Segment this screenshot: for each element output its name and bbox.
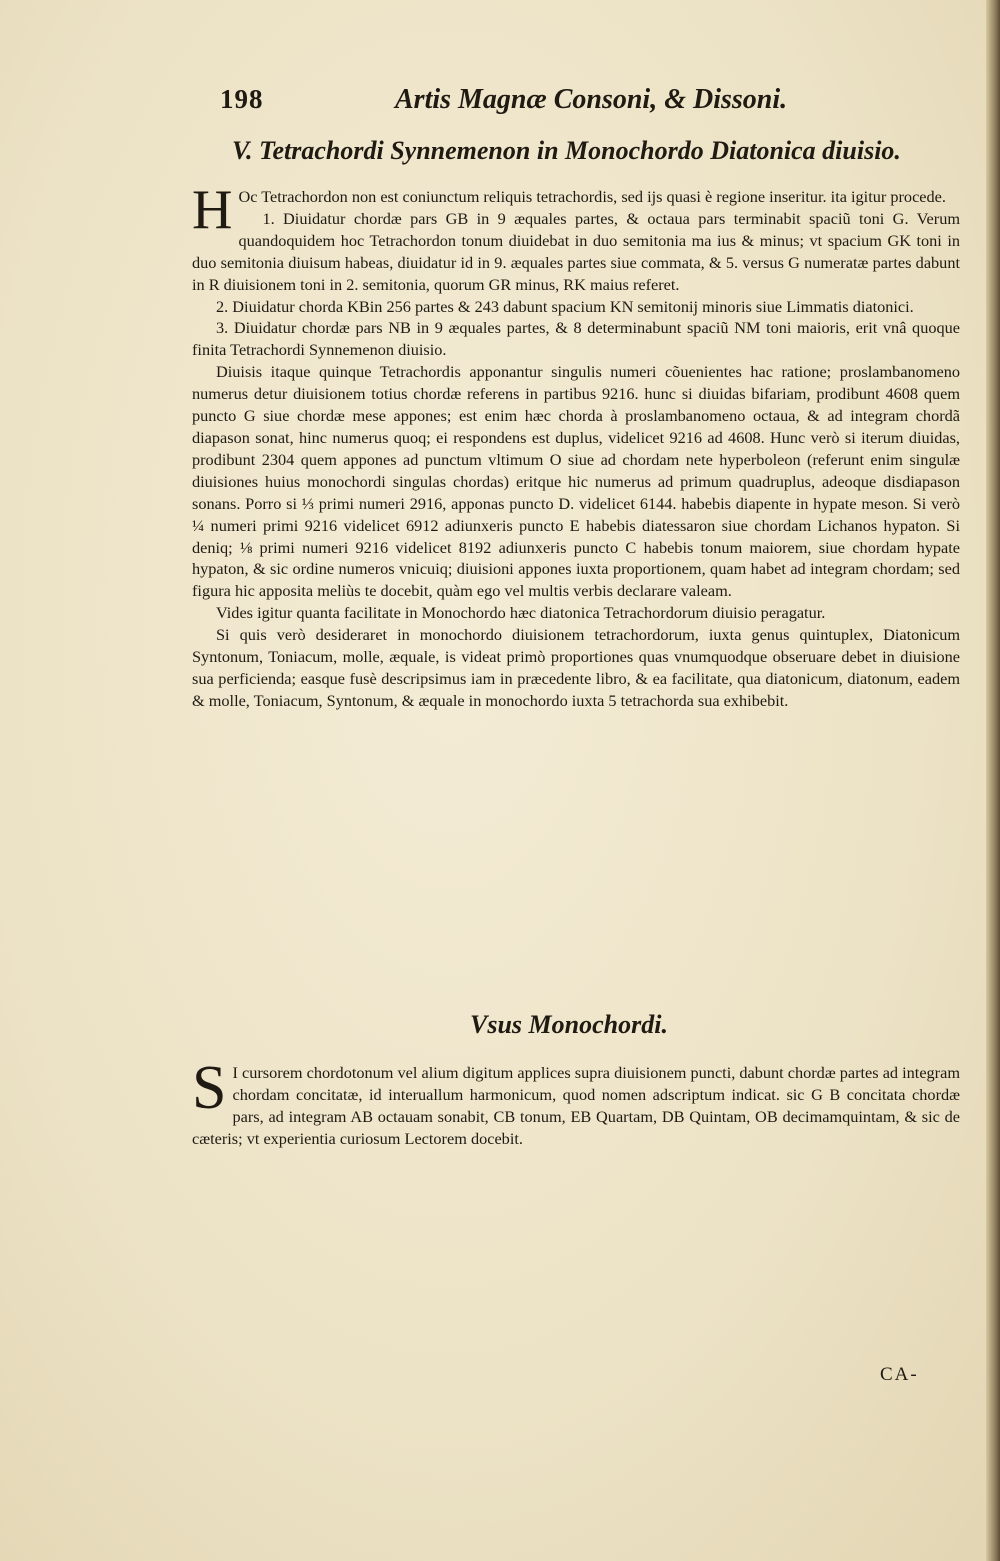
numbered-item-3: 3. Diuidatur chordæ pars NB in 9 æquales partes, & 8 determinabunt spaciũ NM toni maioris, erit vnâ quoque finita Tetrachordi Synnemenon diuisio.: [192, 318, 960, 360]
drop-cap-s: S: [192, 1054, 227, 1122]
drop-cap-h: H: [192, 179, 233, 241]
page-edge-shadow: [986, 0, 1000, 1561]
catchword: CA-: [880, 1364, 919, 1385]
paragraph-numeri: Diuisis itaque quinque Tetrachordis apponantur singulis numeri cõuenientes hac ratione; proslambanomeno numerus detur diuisionem totius chordæ referens in partibus 9216. hunc si diuidas bifariam, prodibunt 4608 quem puncto G siue chordæ mese appones; est enim hæc chorda à proslambanomeno octaua, & ad integram chordã diapason sonat, hinc numerus quoq; ei respondens est duplus, videlicet 9216 ad 4608. Hunc verò si iterum diuidas, prodibunt 2304 quem appones ad punctum vltimum O siue ad chordam nete hyperboleon (referunt enim singulæ diuisiones huius monochordi singulas chordas) eritque hic numerus ad primum quadruplus, adeoque disdiapason sonans. Porro si ⅓ primi numeri 2916, apponas puncto D. videlicet 6144. habebis diapente in hypate meson. Si verò ¼ numeri primi 9216 videlicet 6912 adiunxeris puncto E habebis diatessaron siue chordam Lichanos hypaton. Si deniq; ⅛ primi numeri 9216 videlicet 8192 adiunxeris puncto C habebis tonum maiorem, siue chordam hypate hypaton, & sic ordine numeros vnicuiq; diuisioni appones iuxta proportionem, quam habet ad integram chordam; sed figura hic apposita meliùs te docebit, quàm ego vel multis verbis declarare valeam.: [192, 362, 960, 601]
numbered-item-1: 1. Diuidatur chordæ pars GB in 9 æquales partes, & octaua pars terminabit spaciũ toni G. Verum quandoquidem hoc Tetrachordon tonum diuidebat in duo semitonia ma ius & minus; vt spacium GK toni in duo semitonia diuisum habeas, diuidatur id in 9. æquales partes siue commata, & 5. versus G numeratæ partes dabunt in R diuisionem toni in 2. semitonia, quorum GR minus, RK maius referet.: [192, 208, 960, 294]
main-text: [192, 179, 960, 712]
usus-paragraph: [192, 1054, 960, 1150]
running-head: Artis Magnæ Consoni, & Dissoni.: [395, 84, 788, 115]
usus-text: I cursorem chordotonum vel alium digitum applices supra diuisionem puncti, dabunt chordæ partes ad integram chordam concitatæ, id interuallum harmonicum, quod nomen adscriptum indicat. sic G B concitata chordæ pars, ad integram AB octauam sonabit, CB tonum, EB Quartam, DB Quintam, OB decimamquintam, & sic de cæteris; vt experientia curiosum Lectorem docebit.: [192, 1063, 960, 1148]
paragraph-vides: Vides igitur quanta facilitate in Monochordo hæc diatonica Tetrachordorum diuisio peragatur.: [216, 603, 826, 623]
paragraph-si-quis: Si quis verò desideraret in monochordo diuisionem tetrachordorum, iuxta genus quintuplex, Diatonicum Syntonum, Toniacum, molle, æquale, is videat primò proportiones quas vnumquodque obseruare debet in diuisione sua perficienda; easque fusè descripsimus iam in præcedente libro, & ea facilitate, qua diatonicum, diatonum, eadem & molle, Toniacum, Syntonum, & æquale in monochordo iuxta 5 tetrachorda sua exhibebit.: [192, 625, 960, 710]
subsection-title: Vsus Monochordi.: [470, 1010, 668, 1039]
section-title: V. Tetrachordi Synnemenon in Monochordo Diatonica diuisio.: [232, 136, 901, 165]
page-number: 198: [220, 84, 264, 114]
subsection-text: [192, 1054, 960, 1150]
numbered-item-2: 2. Diuidatur chorda KBin 256 partes & 243 dabunt spacium KN semitonij minoris siue Limmatis diatonici.: [216, 296, 914, 316]
intro-text: Oc Tetrachordon non est coniunctum reliquis tetrachordis, sed ijs quasi è regione inseritur. ita igitur procede.: [238, 187, 946, 206]
intro-paragraph: [192, 179, 960, 241]
